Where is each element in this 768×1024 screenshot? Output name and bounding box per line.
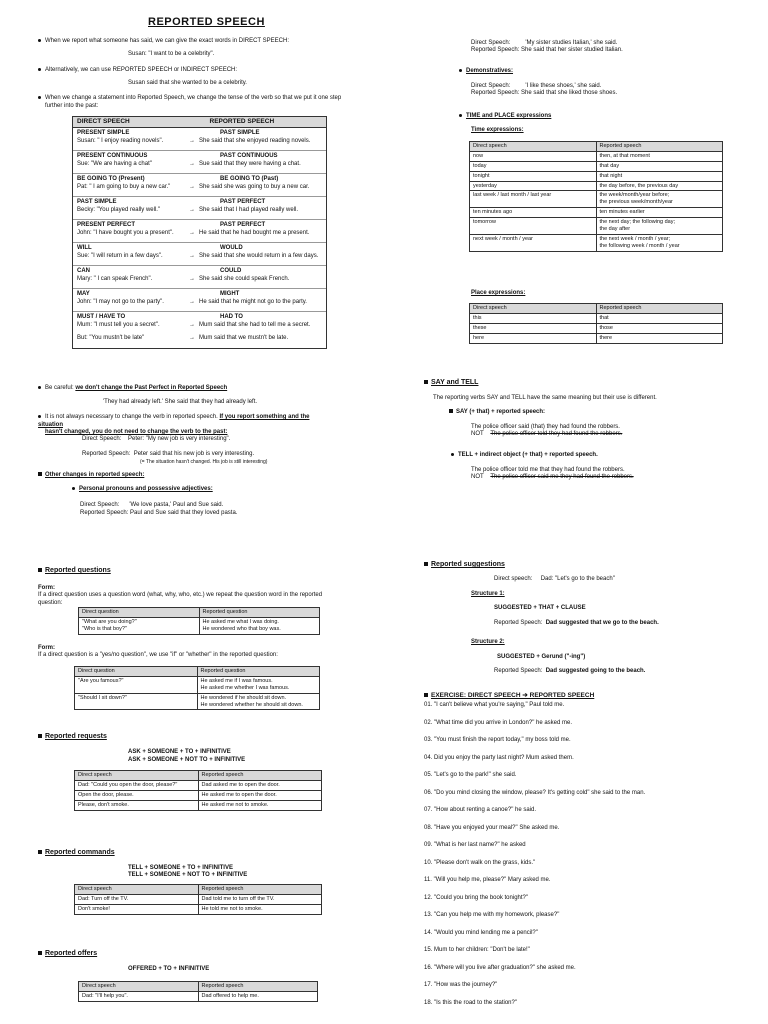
exercise-item: 09. "What is her last name?" he asked [424, 842, 526, 848]
table-cell: "Are you famous?" [75, 676, 198, 693]
say-tell-title: SAY and TELL [424, 379, 478, 388]
table-cell: there [596, 333, 723, 343]
structure-2-formula: SUGGESTED + Gerund ("-ing") [497, 654, 586, 660]
reported-commands-title: Reported commands [38, 849, 115, 858]
table-header-row [79, 608, 320, 618]
pronoun-reported: Reported Speech: She said that her sister studied Italian. [471, 47, 623, 53]
arrow-icon: → [189, 252, 195, 259]
table-cell: that night [596, 171, 723, 181]
table-cell: next week / month / year [470, 234, 597, 251]
table-cell: He asked me if I was famous. He asked me whether I was famous. [197, 676, 320, 693]
tense-table-header [73, 117, 326, 128]
requests-formula-2: ASK + SOMEONE + NOT TO + INFINITIVE [128, 757, 246, 763]
table-row [79, 617, 320, 634]
tense-direct-label: PAST SIMPLE [77, 199, 117, 206]
table-cell: Open the door, please. [75, 790, 199, 800]
reported-example: Mum said that she had to tell me a secret. [199, 321, 311, 328]
tense-row [73, 220, 326, 243]
direct-example: Sue: "We are having a chat" [77, 160, 152, 167]
tense-row [73, 174, 326, 197]
table-row [75, 800, 322, 810]
direct-example: Susan: " I enjoy reading novels". [77, 137, 164, 144]
other-changes-title: Other changes in reported speech: [38, 472, 144, 480]
demo-reported: Reported Speech: She said that she liked those shoes. [471, 90, 618, 96]
tense-reported-label: COULD [220, 268, 242, 275]
say-not: NOT The police officer told they had found the robbers. [471, 431, 623, 437]
exercise-item: 05. "Let's go to the park!" she said. [424, 772, 517, 778]
column-header: Direct question [75, 667, 198, 677]
yes-no-question-table [74, 666, 320, 710]
pronoun-direct: Direct Speech: 'My sister studies Italian,' she said. [471, 40, 618, 46]
reported-example: He said that he had bought me a present. [199, 229, 310, 236]
exercise-item: 16. "Where will you live after graduation?" she asked me. [424, 964, 576, 971]
header-reported: REPORTED SPEECH [209, 118, 275, 125]
not-always-reported: Reported Speech: Peter said that his new job is very interesting. [82, 451, 255, 457]
table-cell: He told me not to smoke. [198, 904, 322, 914]
commands-formula-2: TELL + SOMEONE + NOT TO + INFINITIVE [128, 872, 248, 878]
table-row [470, 161, 723, 171]
column-header: Direct speech [75, 885, 199, 895]
reported-example: She said that she would return in a few days. [199, 252, 319, 259]
reported-offers-title: Reported offers [38, 950, 97, 959]
structure-1-formula: SUGGESTED + THAT + CLAUSE [494, 605, 586, 611]
tense-row [73, 197, 326, 220]
not-always-direct: Direct Speech: Peter: "My new job is very interesting". [82, 436, 231, 442]
exercise-item: 03. "You must finish the report today," my boss told me. [424, 737, 571, 743]
place-expressions-table [469, 303, 723, 344]
table-row [75, 693, 320, 710]
tense-table [72, 116, 327, 349]
tense-row [73, 243, 326, 266]
table-cell: those [596, 323, 723, 333]
table-row [470, 171, 723, 181]
column-header: Reported speech [596, 142, 723, 152]
reported-example: He said that he might not go to the party. [199, 298, 307, 305]
column-header: Direct speech [470, 142, 597, 152]
tense-direct-label: PRESENT PERFECT [77, 222, 136, 229]
table-cell: "Should I sit down?" [75, 693, 198, 710]
demonstratives-title: Demonstratives: [459, 68, 513, 76]
commands-table [74, 884, 322, 915]
direct-example: Pat: " I am going to buy a new car." [77, 183, 171, 190]
table-header-row [470, 304, 723, 314]
not-always-note: (= The situation hasn't changed. His job is still interesting) [140, 459, 268, 465]
tense-direct-label: MUST / HAVE TO [77, 314, 126, 321]
table-cell: He wondered if he should sit down. He wondered whether he should sit down. [197, 693, 320, 710]
table-cell: "What are you doing?" "Who is that boy?" [79, 617, 200, 634]
exercise-item: 18. "Is this the road to the station?" [424, 999, 517, 1006]
table-cell: ten minutes ago [470, 208, 597, 218]
exercise-item: 17. "How was the journey?" [424, 982, 498, 988]
intro-example-1: Susan: "I want to be a celebrity". [128, 51, 215, 57]
reported-example: She said she could speak French. [199, 275, 290, 282]
exercise-item: 10. "Please don't walk on the grass, kids." [424, 859, 536, 866]
careful-example: 'They had already left.' She said that they had already left. [103, 399, 258, 405]
time-place-title: TIME and PLACE expressions [459, 113, 551, 121]
intro-example-2: Susan said that she wanted to be a celebrity. [128, 80, 247, 86]
direct-example: Mary: " I can speak French". [77, 275, 153, 282]
tense-row [73, 266, 326, 289]
questions-form-1-text: If a direct question uses a question word (what, why, who, etc.) we repeat the question word in the reported question: [38, 592, 323, 606]
table-header-row [79, 982, 318, 992]
exercise-item: 13. "Can you help me with my homework, please?" [424, 912, 560, 918]
reported-example: She said that she enjoyed reading novels. [199, 137, 311, 144]
tense-reported-label: WOULD [220, 245, 243, 252]
table-cell: He asked me not to smoke. [198, 800, 322, 810]
tense-row [73, 151, 326, 174]
offers-table [78, 981, 318, 1002]
other-changes-sub: Personal pronouns and possessive adjectives: [72, 486, 213, 494]
column-header: Direct speech [470, 304, 597, 314]
intro-bullet-3-cont: further into the past: [45, 103, 99, 109]
table-row [470, 333, 723, 343]
table-cell: He asked me what I was doing. He wondered who that boy was. [199, 617, 320, 634]
other-reported: Reported Speech: Paul and Sue said that they loved pasta. [80, 510, 238, 516]
column-header: Direct question [79, 608, 200, 618]
tense-direct-label: WILL [77, 245, 92, 252]
table-row [75, 780, 322, 790]
reported-example: She said she was going to buy a new car. [199, 183, 310, 190]
structure-2-label: Structure 2: [471, 639, 505, 645]
exercise-item: 07. "How about renting a canoe?" he said. [424, 807, 537, 813]
requests-table [74, 770, 322, 811]
arrow-icon: → [189, 321, 195, 328]
exercise-item: 14. "Would you mind lending me a pencil?" [424, 929, 538, 936]
reported-example: Sue said that they were having a chat. [199, 160, 301, 167]
direct-example: Mum: "I must tell you a secret". [77, 321, 160, 328]
table-header-row [470, 142, 723, 152]
exercise-item: 12. "Could you bring the book tonight?" [424, 894, 528, 901]
direct-example: Becky: "You played really well." [77, 206, 161, 213]
header-direct: DIRECT SPEECH [77, 118, 130, 125]
column-header: Reported speech [198, 982, 318, 992]
tense-direct-label: PRESENT CONTINUOUS [77, 153, 148, 160]
column-header: Reported question [199, 608, 320, 618]
table-row [470, 313, 723, 323]
arrow-icon: → [189, 183, 195, 190]
table-header-row [75, 771, 322, 781]
exercise-item: 02. "What time did you arrive in London?" he asked me. [424, 719, 573, 726]
intro-bullet-3: When we change a statement into Reported Speech, we change the tense of the verb so that we put it one step [38, 95, 341, 103]
exercise-list [424, 702, 754, 1017]
table-header-row [75, 885, 322, 895]
table-row [470, 151, 723, 161]
page-title: REPORTED SPEECH [148, 16, 265, 28]
arrow-icon: → [189, 137, 195, 144]
reported-questions-title: Reported questions [38, 567, 111, 576]
table-header-row [75, 667, 320, 677]
table-cell: Dad: "I'll help you". [79, 991, 199, 1001]
exercise-item: 15. Mum to her children: "Don't be late!" [424, 947, 530, 953]
exercise-title: EXERCISE: DIRECT SPEECH ➔ REPORTED SPEECH [424, 692, 594, 700]
direct-example-2: But: "You mustn't be late" [77, 335, 145, 342]
table-cell: Dad: Turn off the TV. [75, 894, 199, 904]
tense-reported-label: HAD TO [220, 314, 243, 321]
direct-example: Sue: "I will return in a few days". [77, 252, 163, 259]
direct-example: John: "I have bought you a present". [77, 229, 174, 236]
say-tell-intro: The reporting verbs SAY and TELL have the same meaning but their use is different. [433, 395, 657, 401]
column-header: Reported speech [198, 885, 322, 895]
exercise-item: 08. "Have you enjoyed your meal?" She asked me. [424, 824, 560, 831]
table-cell: last week / last month / last year [470, 191, 597, 208]
table-row [75, 904, 322, 914]
place-expr-title: Place expressions: [471, 290, 526, 296]
tense-reported-label: MIGHT [220, 291, 240, 298]
arrow-icon: → [189, 206, 195, 213]
exercise-item: 01. "I can't believe what you're saying," Paul told me. [424, 702, 565, 708]
table-cell: the next week / month / year; the following week / month / year [596, 234, 723, 251]
tense-reported-label: PAST PERFECT [220, 199, 266, 206]
suggestions-direct: Direct speech: Dad: "Let's go to the beach" [494, 576, 615, 582]
table-row [470, 181, 723, 191]
table-row [470, 208, 723, 218]
table-cell: Don't smoke! [75, 904, 199, 914]
table-row [470, 218, 723, 235]
table-cell: Please, don't smoke. [75, 800, 199, 810]
direct-example: John: "I may not go to the party". [77, 298, 164, 305]
column-header: Direct speech [79, 982, 199, 992]
arrow-icon: → [189, 335, 195, 342]
table-cell: these [470, 323, 597, 333]
questions-form-2-text: If a direct question is a "yes/no question", we use "if" or "whether" in the reported question: [38, 652, 278, 658]
exercise-item: 06. "Do you mind closing the window, please? It's getting cold" she said to the man. [424, 789, 646, 796]
structure-1-label: Structure 1: [471, 591, 505, 597]
tell-rule: TELL + indirect object (+ that) + reported speech. [451, 452, 598, 460]
table-row [470, 191, 723, 208]
offers-formula: OFFERED + TO + INFINITIVE [128, 966, 210, 972]
arrow-icon: → [189, 275, 195, 282]
time-expressions-table [469, 141, 723, 252]
tense-reported-label: PAST SIMPLE [220, 130, 260, 137]
tense-reported-label: BE GOING TO (Past) [220, 176, 279, 183]
tell-not: NOT The police officer said me they had found the robbers. [471, 474, 634, 480]
table-row [79, 991, 318, 1001]
careful-bullet: Be careful: we don't change the Past Perfect in Reported Speech [38, 385, 227, 393]
column-header: Direct speech [75, 771, 199, 781]
tense-row [73, 289, 326, 312]
say-example: The police officer said (that) they had found the robbers. [471, 424, 620, 430]
table-cell: yesterday [470, 181, 597, 191]
table-cell: Dad: "Could you open the door, please?" [75, 780, 199, 790]
column-header: Reported speech [596, 304, 723, 314]
reported-requests-title: Reported requests [38, 733, 107, 742]
structure-1-example: Reported Speech: Dad suggested that we go to the beach. [494, 620, 659, 626]
table-cell: today [470, 161, 597, 171]
exercise-item: 04. Did you enjoy the party last night? Mum asked them. [424, 754, 574, 761]
tense-row [73, 312, 326, 348]
table-cell: then, at that moment [596, 151, 723, 161]
table-row [75, 790, 322, 800]
structure-2-example: Reported Speech: Dad suggested going to the beach. [494, 668, 646, 674]
table-cell: that [596, 313, 723, 323]
say-rule: SAY (+ that) + reported speech: [449, 409, 545, 417]
tense-direct-label: MAY [77, 291, 90, 298]
table-row [75, 894, 322, 904]
intro-bullet-1: When we report what someone has said, we can give the exact words in DIRECT SPEECH: [38, 38, 289, 46]
exercise-item: 11. "Will you help me, please?" Mary asked me. [424, 877, 551, 883]
commands-formula-1: TELL + SOMEONE + TO + INFINITIVE [128, 865, 233, 871]
question-word-table [78, 607, 320, 635]
table-cell: the day before, the previous day [596, 181, 723, 191]
reported-example-2: Mum said that we mustn't be late. [199, 335, 289, 342]
other-direct: Direct Speech: 'We love pasta,' Paul and Sue said. [80, 502, 224, 508]
intro-bullet-2: Alternatively, we can use REPORTED SPEECH or INDIRECT SPEECH: [38, 67, 237, 75]
table-cell: tomorrow [470, 218, 597, 235]
table-cell: ten minutes earlier [596, 208, 723, 218]
table-row [75, 676, 320, 693]
questions-form-1: Form: [38, 585, 55, 591]
table-row [470, 323, 723, 333]
table-cell: He asked me to open the door. [198, 790, 322, 800]
table-cell: now [470, 151, 597, 161]
tense-direct-label: BE GOING TO (Present) [77, 176, 145, 183]
table-cell: Dad told me to turn off the TV. [198, 894, 322, 904]
column-header: Reported question [197, 667, 320, 677]
table-cell: Dad asked me to open the door. [198, 780, 322, 790]
requests-formula-1: ASK + SOMEONE + TO + INFINITIVE [128, 749, 231, 755]
table-cell: the next day; the following day; the day after [596, 218, 723, 235]
table-cell: here [470, 333, 597, 343]
table-cell: tonight [470, 171, 597, 181]
tell-example: The police officer told me that they had found the robbers. [471, 467, 625, 473]
tense-direct-label: PRESENT SIMPLE [77, 130, 130, 137]
tense-row [73, 128, 326, 151]
not-always-bullet: It is not always necessary to change the verb in reported speech. If you report something and the situation hasn't changed, you do not need to change the verb to the past: [38, 414, 310, 435]
column-header: Reported speech [198, 771, 322, 781]
table-cell: that day [596, 161, 723, 171]
table-cell: Dad offered to help me. [198, 991, 318, 1001]
reported-suggestions-title: Reported suggestions [424, 561, 505, 570]
arrow-icon: → [189, 229, 195, 236]
tense-reported-label: PAST PERFECT [220, 222, 266, 229]
time-expr-title: Time expressions: [471, 127, 524, 133]
tense-reported-label: PAST CONTINUOUS [220, 153, 278, 160]
arrow-icon: → [189, 160, 195, 167]
table-cell: this [470, 313, 597, 323]
table-row [470, 234, 723, 251]
arrow-icon: → [189, 298, 195, 305]
tense-direct-label: CAN [77, 268, 90, 275]
table-cell: the week/month/year before; the previous week/month/year [596, 191, 723, 208]
questions-form-2: Form: [38, 645, 55, 651]
reported-example: She said that I had played really well. [199, 206, 299, 213]
demo-direct: Direct Speech: 'I like these shoes,' she said. [471, 83, 602, 89]
